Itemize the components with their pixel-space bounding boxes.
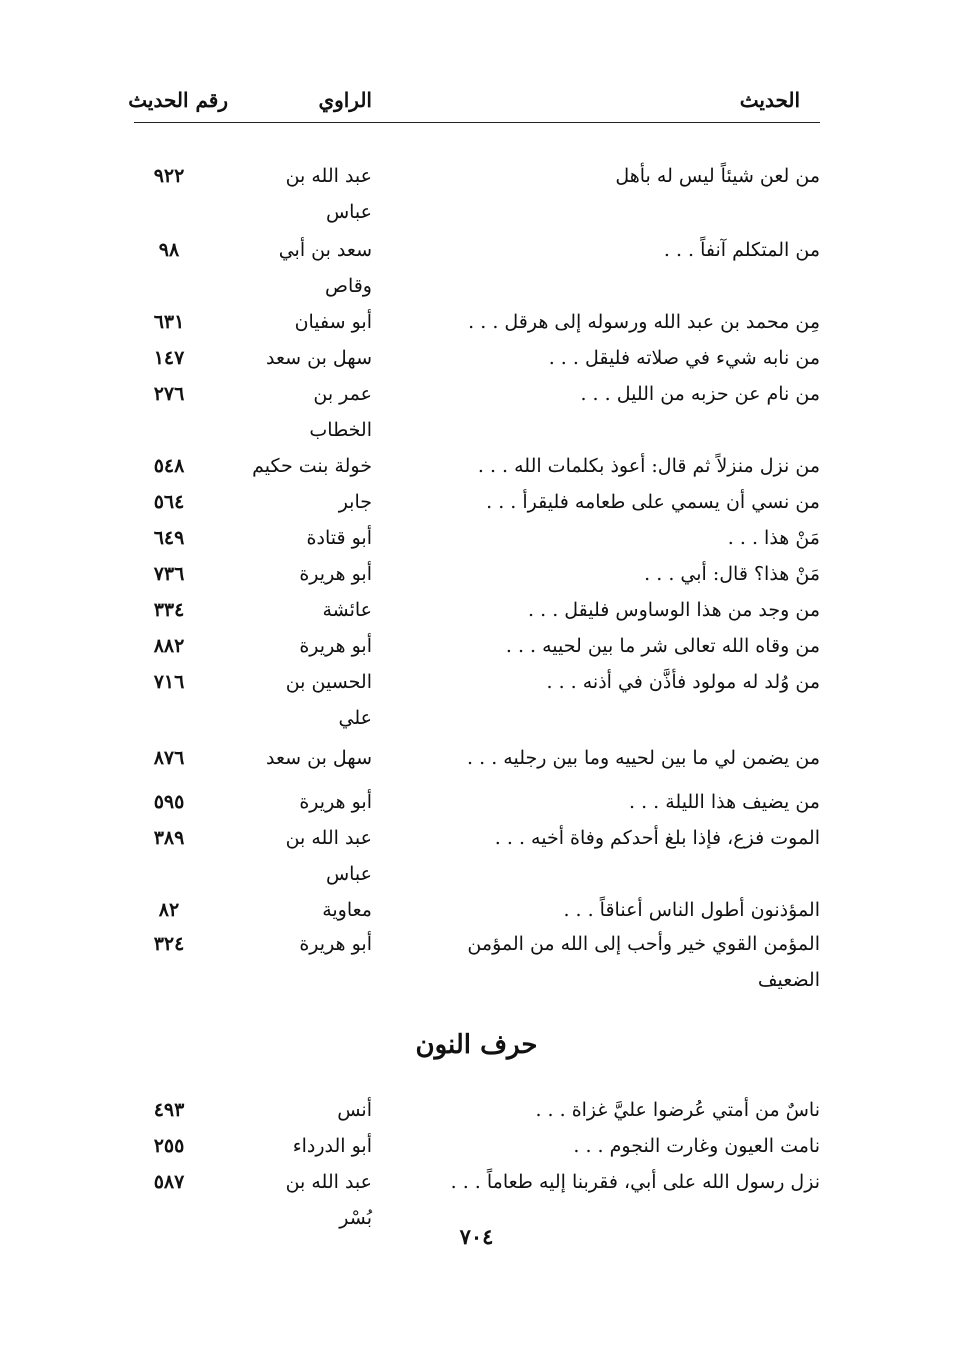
hadith-number: ٥٩٥ (153, 791, 185, 813)
hadith-number: ٩٢٢ (153, 165, 185, 187)
narrator: سهل بن سعد (266, 347, 372, 369)
hadith-text: نزل رسول الله على أبي، فقربنا إليه طعاماً . . . (450, 1171, 820, 1193)
narrator: أبو هريرة (299, 933, 372, 955)
hadith-number: ٣٨٩ (153, 827, 185, 849)
table-header (128, 88, 820, 123)
hadith-number: ٥٤٨ (153, 455, 185, 477)
hadith-number: ٧١٦ (153, 671, 185, 693)
narrator: عائشة (322, 599, 372, 621)
narrator: عبد الله بن عباس (285, 827, 372, 885)
narrator: عبد الله بن عباس (285, 165, 372, 223)
hadith-number: ٣٢٤ (153, 933, 185, 955)
hadith-text: الموت فزع، فإذا بلغ أحدكم وفاة أخيه . . . (494, 827, 820, 849)
narrator: أبو هريرة (299, 563, 372, 585)
header-hadith: الحديث (739, 88, 800, 112)
hadith-text: من وُلد له مولود فأذَّن في أذنه . . . (546, 671, 820, 693)
hadith-number: ٢٧٦ (153, 383, 185, 405)
narrator: معاوية (322, 899, 372, 921)
hadith-text: من نسي أن يسمي على طعامه فليقرأ . . . (486, 491, 820, 513)
hadith-text: مَنْ هذا . . . (727, 527, 820, 549)
hadith-number: ٣٣٤ (153, 599, 185, 621)
header-hadith-number: رقم الحديث (128, 88, 228, 112)
hadith-text: من لعن شيئاً ليس له بأهل (615, 165, 820, 187)
hadith-text: من نام عن حزبه من الليل . . . (580, 383, 820, 405)
narrator: أبو هريرة (299, 635, 372, 657)
narrator: الحسين بن علي (285, 671, 372, 729)
hadith-text: من نزل منزلاً ثم قال: أعوذ بكلمات الله . . . (477, 455, 820, 477)
narrator: جابر (338, 491, 372, 513)
narrator: أبو الدرداء (292, 1135, 372, 1157)
hadith-text: المؤمن القوي خير وأحب إلى الله من المؤمن الضعيف (467, 933, 820, 991)
hadith-number: ٧٣٦ (153, 563, 185, 585)
narrator: سهل بن سعد (266, 747, 372, 769)
hadith-text: نامت العيون وغارت النجوم . . . (573, 1135, 820, 1157)
hadith-text: من يضيف هذا الليلة . . . (628, 791, 820, 813)
hadith-number: ٢٥٥ (153, 1135, 185, 1157)
hadith-number: ١٤٧ (153, 347, 185, 369)
hadith-number: ٨٢ (158, 899, 180, 921)
narrator: أبو قتادة (306, 527, 372, 549)
hadith-number: ٥٦٤ (153, 491, 185, 513)
hadith-number: ٨٧٦ (153, 747, 185, 769)
hadith-number: ٦٣١ (153, 311, 185, 333)
hadith-text: مِن محمد بن عبد الله ورسوله إلى هرقل . . . (468, 311, 820, 333)
hadith-text: من المتكلم آنفاً . . . (663, 239, 820, 261)
narrator: عبد الله بن بُسْر (285, 1171, 372, 1229)
hadith-text: مَنْ هذا؟ قال: أبي . . . (644, 563, 820, 585)
narrator: أنس (337, 1099, 372, 1121)
hadith-text: من وقاه الله تعالى شر ما بين لحييه . . . (505, 635, 820, 657)
hadith-text: من نابه شيء في صلاته فليقل . . . (548, 347, 820, 369)
hadith-number: ٩٨ (158, 239, 180, 261)
narrator: خولة بنت حكيم (252, 455, 372, 477)
section-title: حرف النون (415, 1030, 538, 1060)
hadith-number: ٤٩٣ (153, 1099, 185, 1121)
hadith-text: المؤذنون أطول الناس أعناقاً . . . (563, 899, 820, 921)
hadith-number: ٥٨٧ (153, 1171, 185, 1193)
hadith-number: ٦٤٩ (153, 527, 185, 549)
hadith-text: ناسٌ من أمتي عُرضوا عليَّ غزاة . . . (535, 1099, 820, 1121)
narrator: عمر بن الخطاب (309, 383, 372, 441)
narrator: سعد بن أبي وقاص (278, 239, 372, 297)
header-narrator: الراوي (318, 88, 372, 112)
page-number: ٧٠٤ (459, 1224, 494, 1249)
hadith-number: ٨٨٢ (153, 635, 185, 657)
hadith-text: من وجد من هذا الوساوس فليقل . . . (528, 599, 820, 621)
narrator: أبو هريرة (299, 791, 372, 813)
narrator: أبو سفيان (294, 311, 372, 333)
hadith-text: من يضمن لي ما بين لحييه وما بين رجليه . . . (467, 747, 820, 769)
